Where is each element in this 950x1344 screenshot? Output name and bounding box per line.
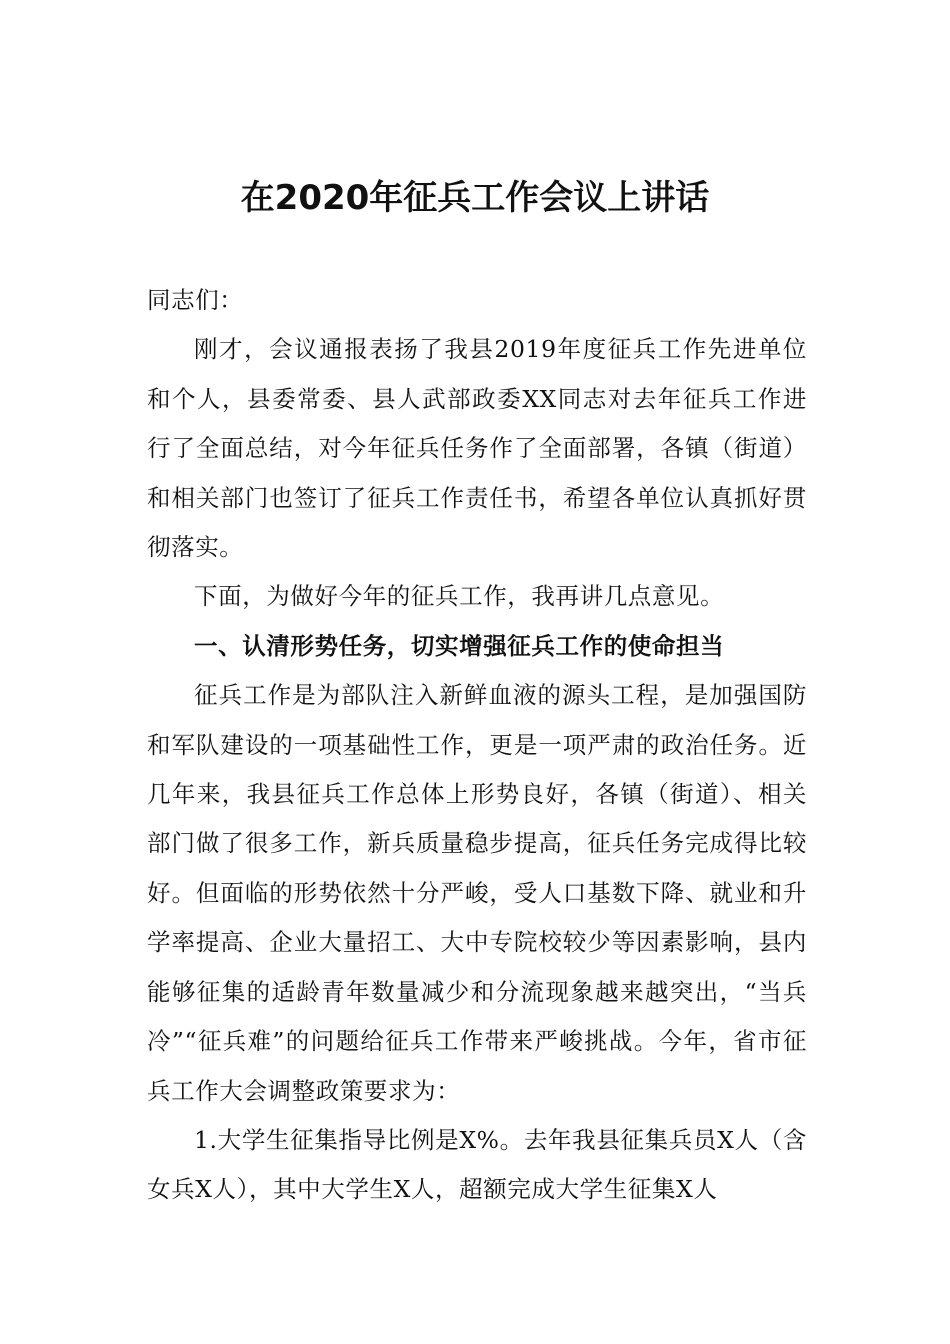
- document-body: [147, 276, 807, 1215]
- document-title: 在2020年征兵工作会议上讲话: [240, 178, 710, 218]
- salutation: 同志们：: [147, 286, 244, 314]
- paragraph-situation: 征兵工作是为部队注入新鲜血液的源头工程，是加强国防和军队建设的一项基础性工作，更是一项严肃的政治任务。近几年来，我县征兵工作总体上形势良好，各镇（街道）、相关部门做了很多工作，新兵质量稳步提高，征兵任务完成得比较好。但面临的形势依然十分严峻，受人口基数下降、就业和升学率提高、企业大量招工、大中专院校较少等因素影响，县内能够征集的适龄青年数量减少和分流现象越来越突出，“当兵冷”“征兵难”的问题给征兵工作带来严峻挑战。今年，省市征兵工作大会调整政策要求为：: [147, 681, 807, 1105]
- paragraph-transition: 下面，为做好今年的征兵工作，我再讲几点意见。: [194, 582, 725, 611]
- section-heading: 一、认清形势任务，切实增强征兵工作的使命担当: [194, 631, 725, 660]
- paragraph-opening: 刚才，会议通报表扬了我县2019年度征兵工作先进单位和个人，县委常委、县人武部政委XX同志对去年征兵工作进行了全面总结，对今年征兵任务作了全面部署，各镇（街道）和相关部门也签订了征兵工作责任书，希望各单位认真抓好贯彻落实。: [147, 335, 807, 562]
- paragraph-item-1: 1.大学生征集指导比例是X%。去年我县征集兵员X人（含女兵X人），其中大学生X人，超额完成大学生征集X人: [147, 1125, 807, 1204]
